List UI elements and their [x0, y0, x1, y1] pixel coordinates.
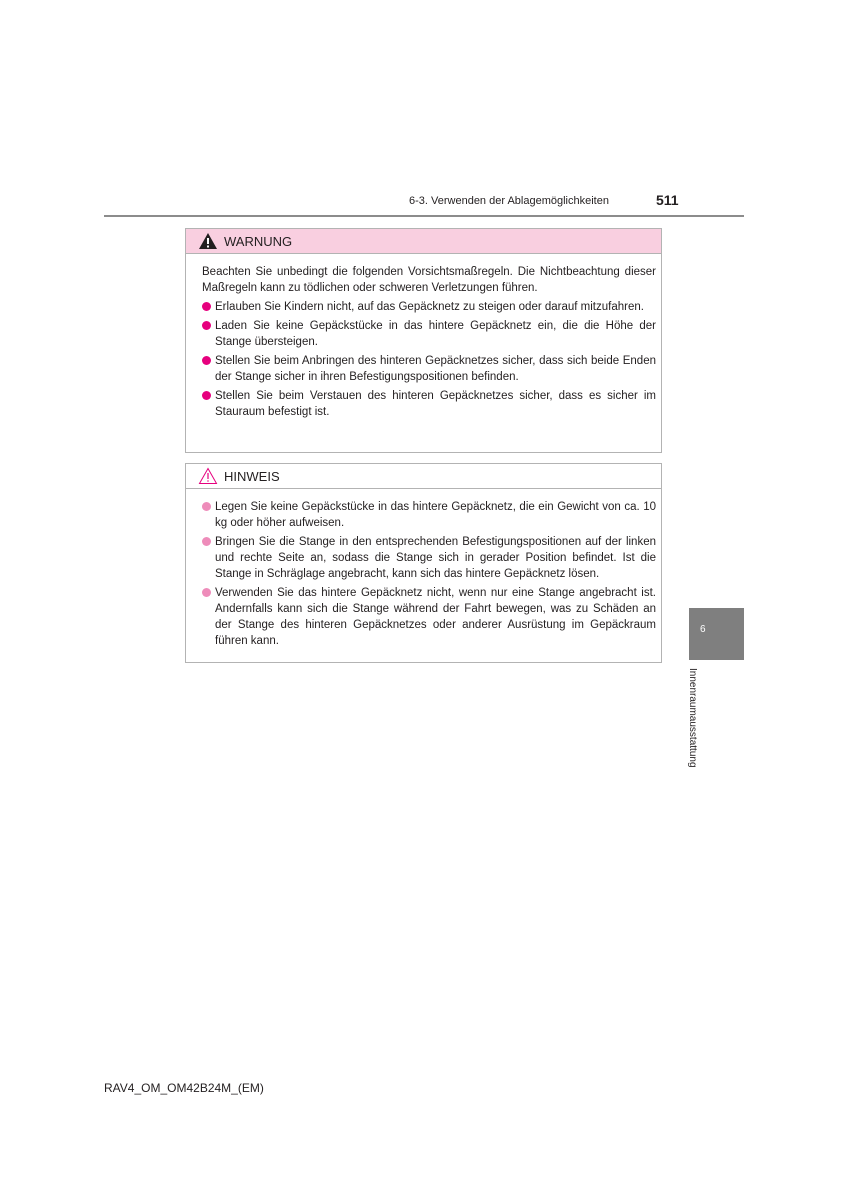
chapter-tab [689, 608, 744, 660]
warning-intro: Beachten Sie unbedingt die folgenden Vorsichtsmaßregeln. Die Nichtbeachtung dieser Maßregeln kann zu tödlichen oder schweren Verletzungen führen. [202, 266, 656, 294]
list-item: Verwenden Sie das hintere Gepäcknetz nicht, wenn nur eine Stange angebracht ist. Andernfalls kann sich die Stange während der Fahrt bewegen, was zu Schäden an der Stange des hinteren Gepäcknetzes oder anderer Ausrüstung im Gepäckraum führen kann. [202, 585, 656, 649]
chapter-label: Innenraumausstattung [687, 668, 698, 768]
bullet-icon [202, 391, 211, 400]
list-item: Stellen Sie beim Verstauen des hinteren Gepäcknetzes sicher, dass es sicher im Stauraum befestigt ist. [202, 388, 656, 420]
list-item: Bringen Sie die Stange in den entsprechenden Befestigungspositionen auf der linken und rechte Seite an, sodass die Stange sich in gerader Position befindet. Ist die Stange in Schräglage angebracht, kann sich das hintere Gepäcknetz lösen. [202, 534, 656, 582]
caution-triangle-icon [198, 467, 218, 485]
warning-box [185, 228, 662, 453]
list-item: Stellen Sie beim Anbringen des hinteren Gepäcknetzes sicher, dass sich beide Enden der Stange sicher in ihren Befestigungspositionen befinden. [202, 353, 656, 385]
bullet-icon [202, 502, 211, 511]
header-divider [104, 215, 744, 217]
list-item: Erlauben Sie Kindern nicht, auf das Gepäcknetz zu steigen oder darauf mitzufahren. [202, 299, 656, 315]
warning-header [186, 229, 661, 254]
bullet-icon [202, 356, 211, 365]
bullet-icon [202, 321, 211, 330]
list-item: Laden Sie keine Gepäckstücke in das hintere Gepäcknetz ein, die die Höhe der Stange übersteigen. [202, 318, 656, 350]
bullet-icon [202, 588, 211, 597]
notice-title: HINWEIS [224, 468, 280, 484]
warning-list [202, 299, 656, 420]
notice-header [186, 464, 661, 489]
list-item: Legen Sie keine Gepäckstücke in das hintere Gepäcknetz, die ein Gewicht von ca. 10 kg oder höher aufweisen. [202, 499, 656, 531]
bullet-icon [202, 537, 211, 546]
notice-box [185, 463, 662, 663]
warning-title: WARNUNG [224, 233, 293, 249]
page-number: 511 [656, 192, 679, 208]
notice-list [202, 499, 656, 649]
chapter-number: 6 [700, 624, 706, 635]
section-title: 6-3. Verwenden der Ablagemöglichkeiten [409, 195, 609, 207]
document-code: RAV4_OM_OM42B24M_(EM) [104, 1081, 264, 1095]
warning-triangle-icon [198, 232, 218, 250]
bullet-icon [202, 302, 211, 311]
